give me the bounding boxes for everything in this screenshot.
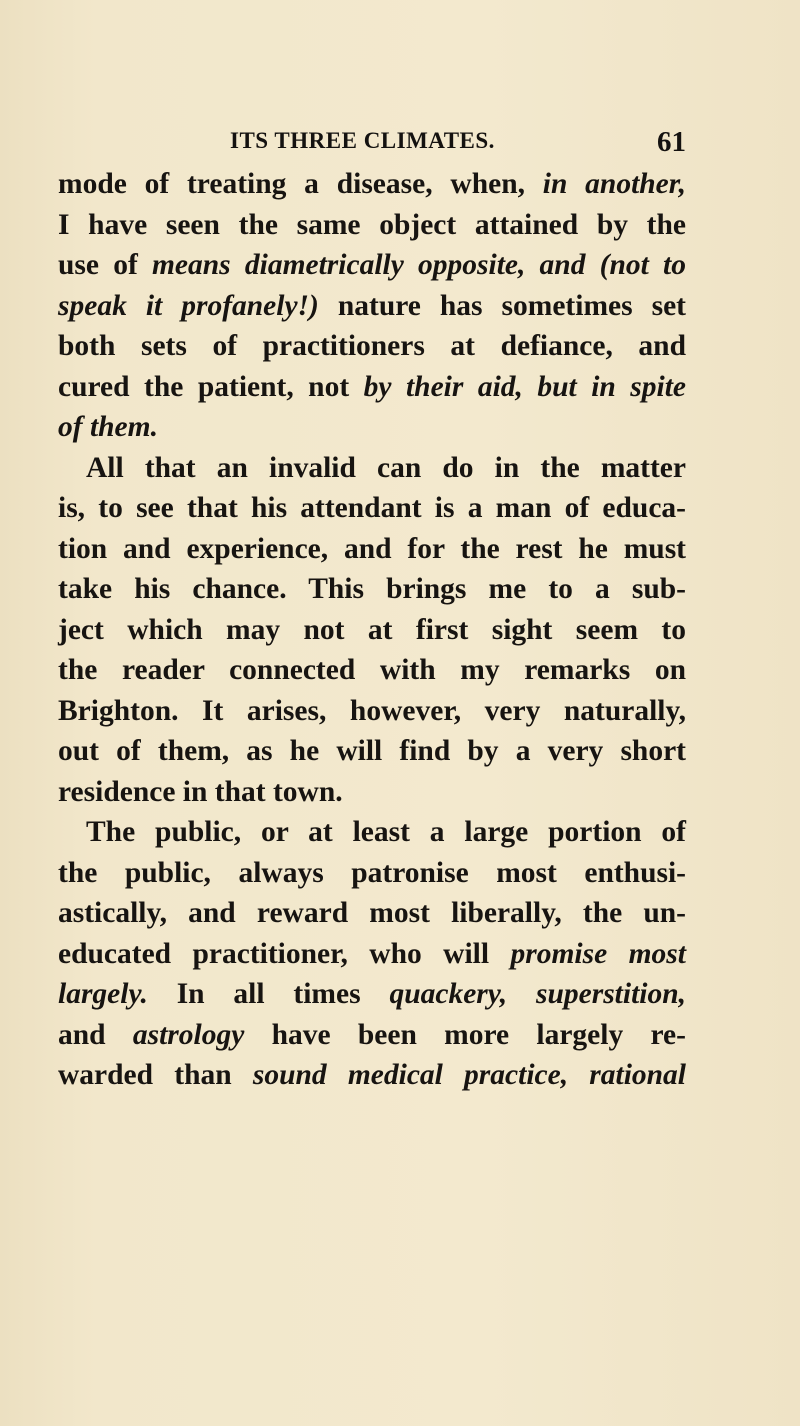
text-line: is, to see that his attendant is a man of educa- [58, 492, 686, 524]
text-line: educated practitioner, who will promise most [58, 937, 686, 970]
text-line: astically, and reward most liberally, the un- [58, 897, 686, 929]
text-line: residence in that town. [58, 775, 343, 808]
text-line: out of them, as he will find by a very short [58, 735, 686, 767]
text-line: the reader connected with my remarks on [58, 654, 686, 686]
text-line: mode of treating a disease, when, in another, [58, 168, 687, 200]
text-line: use of means diametrically opposite, and (not to [58, 249, 687, 281]
text-line: and astrology have been more largely re- [58, 1018, 686, 1051]
page-header [58, 128, 686, 162]
text-line: take his chance. This brings me to a sub- [58, 573, 686, 605]
text-line: warded than sound medical practice, rational [58, 1059, 686, 1091]
text-line: ject which may not at first sight seem to [58, 613, 686, 646]
text-line: cured the patient, not by their aid, but in spite [58, 370, 686, 403]
text-line: largely. In all times quackery, superstition, [58, 978, 686, 1010]
text-line: of them. [58, 411, 158, 443]
text-line: Brighton. It arises, however, very naturally, [58, 694, 686, 727]
text-line: speak it profanely!) nature has sometimes set [58, 289, 686, 322]
text-line: both sets of practitioners at defiance, and [58, 330, 686, 362]
text-line: the public, always patronise most enthusi- [58, 856, 686, 889]
page-number: 61 [657, 126, 686, 158]
text-line: I have seen the same object attained by the [58, 208, 686, 241]
text-line: The public, or at least a large portion of [86, 816, 686, 848]
text-line: tion and experience, and for the rest he must [58, 532, 686, 565]
running-head: ITS THREE CLIMATES. [230, 128, 495, 153]
text-line: All that an invalid can do in the matter [86, 451, 686, 484]
body-text [58, 164, 686, 1096]
